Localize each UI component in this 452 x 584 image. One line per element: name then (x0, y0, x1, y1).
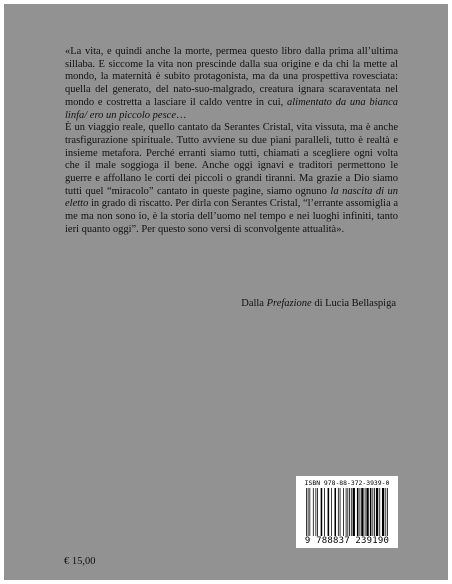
barcode-bar (315, 488, 316, 536)
barcode-bars (306, 488, 388, 536)
barcode-bar (321, 488, 323, 536)
credit-author: di Lucia Bellaspiga (314, 298, 396, 309)
preface-credit (241, 298, 396, 311)
barcode-bar (353, 488, 355, 536)
barcode-bar (340, 488, 341, 536)
barcode-bar (365, 488, 366, 536)
barcode-bar (357, 488, 359, 536)
barcode-bar (308, 488, 309, 536)
blurb-text (65, 46, 398, 237)
blurb-p1-ellipsis: … (176, 109, 187, 121)
blurb-p1-text: «La vita, e quindi anche la morte, permea questo libro dalla prima all’ultima sillaba. E siccome la vita non prescinde dalla sua origine e da chi la mette al mondo, la maternità è subito protagonista, ma da una prospettiva rovesciata: quella del generato, del nato-suo-malgrado, creatura ignara scaraventata nel mondo e costretta a lasciare il caldo ventre in cui, (65, 46, 398, 108)
barcode-bar (372, 488, 373, 536)
isbn-barcode-panel (296, 476, 398, 548)
barcode-bar (351, 488, 352, 536)
blurb-p2-text-a: È un viaggio reale, quello cantato da Serantes Cristal, vita vissuta, ma è anche trasfigurazione spirituale. Tutto avviene su due piani paralleli, tutto è realtà e insieme metafora. Perché erranti siamo tutti, chiamati a scegliere ogni volta che il male soggioga il bene. Anche oggi ignavi e traditori permettono le guerre e affollano le corti dei piccoli o grandi tiranni. Ma grazie a Dio siamo tutti quel “miracolo” cantato in queste pagine, siamo ognuno (65, 122, 398, 197)
barcode-bar (382, 488, 384, 536)
barcode-bar (374, 488, 375, 536)
barcode-bar (366, 488, 368, 536)
barcode-bar (387, 488, 388, 536)
barcode-bar (338, 488, 339, 536)
blurb-p1-italic-quote: alimentato da una bianca linfa/ ero un piccolo pesce (65, 96, 398, 121)
barcode-bar (376, 488, 378, 536)
barcode-bar (349, 488, 350, 536)
barcode-bar (309, 488, 310, 536)
barcode-bar (361, 488, 363, 536)
barcode-bar (347, 488, 348, 536)
blurb-p2-italic-phrase: la nascita di un eletto (65, 185, 399, 210)
barcode-bar (313, 488, 314, 536)
isbn-label: ISBN 978-88-372-3939-0 (304, 479, 390, 487)
barcode-bar (328, 488, 330, 536)
blurb-p2-text-b: in grado di riscatto. Per dirla con Serantes Cristal, “l’errante assomiglia a me ma non sono io, è la storia dell’uomo nel tempo e nei luoghi infiniti, tanto ieri quanto oggi”. Per questo sono versi di sconvolgente attualità». (65, 198, 399, 235)
barcode-bar (385, 488, 386, 536)
barcode-bar (317, 488, 318, 536)
blurb-paragraph-2 (65, 122, 398, 236)
credit-prefix: Dalla (241, 298, 264, 309)
barcode-bar (324, 488, 325, 536)
barcode-bar (346, 488, 347, 536)
barcode-bar (360, 488, 361, 536)
barcode-bar (370, 488, 372, 536)
back-cover (4, 4, 448, 580)
credit-italic: Prefazione (266, 298, 312, 309)
price-label: € 15,00 (64, 556, 96, 567)
barcode-bar (343, 488, 344, 536)
blurb-paragraph-1 (65, 46, 398, 122)
barcode-bar (379, 488, 380, 536)
barcode-digits: 9 788837 239190 (304, 536, 390, 546)
barcode-bar (334, 488, 336, 536)
barcode-bar (331, 488, 332, 536)
barcode-bar (306, 488, 307, 536)
